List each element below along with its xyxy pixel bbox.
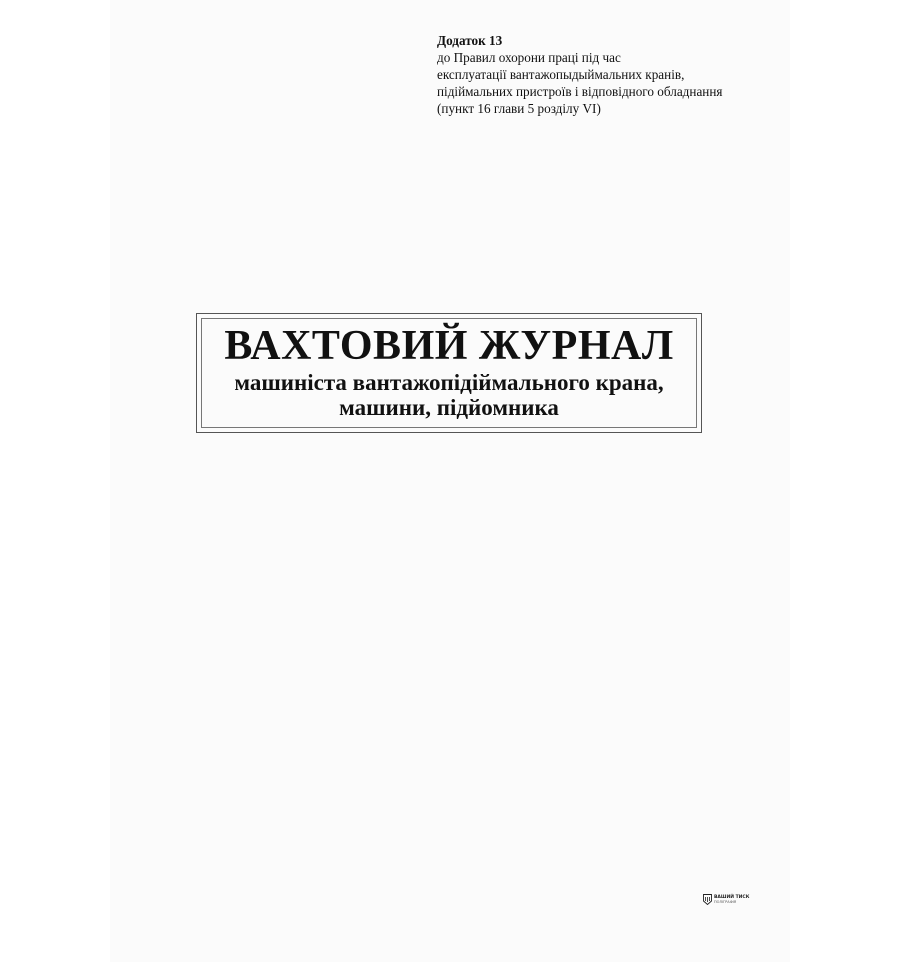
publisher-logo-tagline: ПОЛІГРАФІЯ [714,900,737,904]
document-page [110,0,790,962]
annex-line: підіймальних пристроїв і відповідного обладнання [437,84,723,99]
publisher-logo-icon [703,894,712,905]
annex-line: до Правил охорони праці під час [437,50,621,65]
annex-reference [437,32,777,117]
cover-subtitle [197,370,701,420]
annex-line: експлуатації вантажопыдыймальних кранів, [437,67,685,82]
cover-title-frame [196,313,702,433]
annex-line: (пункт 16 глави 5 розділу VI) [437,101,601,116]
cover-title: ВАХТОВИЙ ЖУРНАЛ [224,323,674,369]
cover-subtitle-line: машини, підйомника [339,395,559,420]
cover-subtitle-line: машиніста вантажопідіймального крана, [234,370,664,395]
annex-title: Додаток 13 [437,33,503,48]
publisher-logo-name: ВАШИЙ ТИСК [714,895,750,900]
publisher-logo [703,893,750,907]
